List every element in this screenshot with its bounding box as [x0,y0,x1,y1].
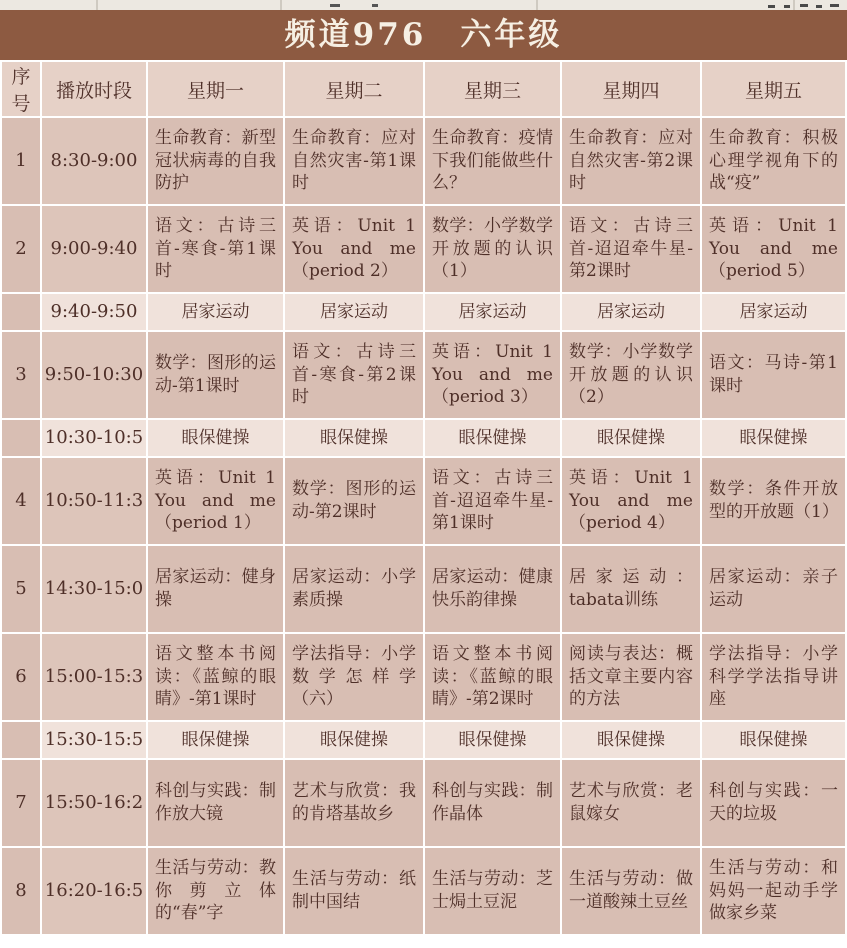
schedule-cell: 居家运动 [702,294,845,330]
schedule-cell: 眼保健操 [285,722,423,758]
schedule-cell: 生命教育：应对自然灾害-第1课时 [285,118,423,204]
schedule-cell: 生活与劳动：芝士焗土豆泥 [425,848,560,934]
row-number [2,722,40,758]
table-row [2,420,845,456]
schedule-cell: 学法指导：小学数学怎样学（六） [285,634,423,720]
schedule-cell: 眼保健操 [702,420,845,456]
schedule-cell: 居家运动 [562,294,700,330]
schedule-cell: 数学：小学数学开放题的认识（2） [562,332,700,418]
row-number: 1 [2,118,40,204]
schedule-cell: 阅读与表达：概括文章主要内容的方法 [562,634,700,720]
time-slot: 9:00-9:40 [42,206,146,292]
time-slot: 14:30-15:0 [42,546,146,632]
table-row [2,206,845,292]
row-number: 4 [2,458,40,544]
schedule-cell: 语文：马诗-第1课时 [702,332,845,418]
schedule-cell: 生命教育：积极心理学视角下的战“疫” [702,118,845,204]
schedule-cell: 语文：古诗三首-迢迢牵牛星-第1课时 [425,458,560,544]
table-row [2,458,845,544]
row-number: 3 [2,332,40,418]
schedule-cell: 英语：Unit 1 You and me （period 5） [702,206,845,292]
header-row [2,62,845,116]
schedule-cell: 数学：小学数学开放题的认识（1） [425,206,560,292]
channel-title: 频道976 六年级 [284,17,563,53]
schedule-cell: 生活与劳动：纸制中国结 [285,848,423,934]
schedule-cell: 数学：图形的运动-第2课时 [285,458,423,544]
row-number: 5 [2,546,40,632]
schedule-cell: 居家运动：tabata训练 [562,546,700,632]
channel-title-bar [0,10,847,60]
schedule-cell: 居家运动：健康快乐韵律操 [425,546,560,632]
schedule-cell: 语文：古诗三首-迢迢牵牛星-第2课时 [562,206,700,292]
row-number: 7 [2,760,40,846]
schedule-cell: 眼保健操 [425,722,560,758]
schedule-cell: 居家运动：小学素质操 [285,546,423,632]
schedule-cell: 学法指导：小学科学学法指导讲座 [702,634,845,720]
schedule-cell: 艺术与欣赏：我的肯塔基故乡 [285,760,423,846]
time-slot: 15:00-15:3 [42,634,146,720]
header-index: 序号 [2,62,40,116]
schedule-cell: 科创与实践：一天的垃圾 [702,760,845,846]
schedule-cell: 居家运动 [285,294,423,330]
header-tuesday: 星期二 [285,62,423,116]
schedule-header [2,62,845,116]
schedule-cell: 生命教育：新型冠状病毒的自我防护 [148,118,283,204]
row-number: 2 [2,206,40,292]
schedule-cell: 眼保健操 [702,722,845,758]
time-slot: 10:50-11:3 [42,458,146,544]
schedule-cell: 英语：Unit 1 You and me （period 2） [285,206,423,292]
table-row [2,760,845,846]
schedule-cell: 眼保健操 [562,420,700,456]
table-row [2,848,845,934]
schedule-cell: 居家运动 [425,294,560,330]
schedule-cell: 生活与劳动：和妈妈一起动手学做家乡菜 [702,848,845,934]
table-row [2,722,845,758]
schedule-cell: 科创与实践：制作晶体 [425,760,560,846]
schedule-cell: 居家运动 [148,294,283,330]
header-thursday: 星期四 [562,62,700,116]
time-slot: 9:40-9:50 [42,294,146,330]
row-number: 6 [2,634,40,720]
schedule-cell: 生命教育：疫情下我们能做些什么？ [425,118,560,204]
table-row [2,294,845,330]
schedule-cell: 眼保健操 [148,722,283,758]
time-slot: 15:50-16:2 [42,760,146,846]
schedule-body [2,118,845,934]
header-friday: 星期五 [702,62,845,116]
schedule-cell: 英语：Unit 1 You and me （period 3） [425,332,560,418]
header-timeslot: 播放时段 [42,62,146,116]
table-row [2,634,845,720]
schedule-cell: 科创与实践：制作放大镜 [148,760,283,846]
schedule-table [0,60,847,936]
time-slot: 16:20-16:5 [42,848,146,934]
schedule-cell: 生活与劳动：做一道酸辣土豆丝 [562,848,700,934]
header-monday: 星期一 [148,62,283,116]
row-number [2,294,40,330]
header-wednesday: 星期三 [425,62,560,116]
cropped-row-strip [0,0,847,10]
schedule-cell: 眼保健操 [148,420,283,456]
schedule-cell: 眼保健操 [285,420,423,456]
table-row [2,546,845,632]
time-slot: 15:30-15:5 [42,722,146,758]
schedule-cell: 艺术与欣赏：老鼠嫁女 [562,760,700,846]
schedule-cell: 眼保健操 [562,722,700,758]
schedule-cell: 数学：条件开放型的开放题（1） [702,458,845,544]
table-row [2,332,845,418]
time-slot: 9:50-10:30 [42,332,146,418]
schedule-cell: 生活与劳动：教你剪立体的“春”字 [148,848,283,934]
schedule-cell: 英语：Unit 1 You and me （period 1） [148,458,283,544]
row-number: 8 [2,848,40,934]
schedule-cell: 语文：古诗三首-寒食-第2课时 [285,332,423,418]
time-slot: 10:30-10:5 [42,420,146,456]
schedule-cell: 眼保健操 [425,420,560,456]
schedule-cell: 数学：图形的运动-第1课时 [148,332,283,418]
time-slot: 8:30-9:00 [42,118,146,204]
schedule-cell: 语文：古诗三首-寒食-第1课时 [148,206,283,292]
schedule-cell: 英语：Unit 1 You and me （period 4） [562,458,700,544]
table-row [2,118,845,204]
schedule-cell: 生命教育：应对自然灾害-第2课时 [562,118,700,204]
schedule-cell: 语文整本书阅读：《蓝鲸的眼睛》-第1课时 [148,634,283,720]
schedule-cell: 语文整本书阅读：《蓝鲸的眼睛》-第2课时 [425,634,560,720]
row-number [2,420,40,456]
schedule-cell: 居家运动：健身操 [148,546,283,632]
schedule-cell: 居家运动：亲子运动 [702,546,845,632]
